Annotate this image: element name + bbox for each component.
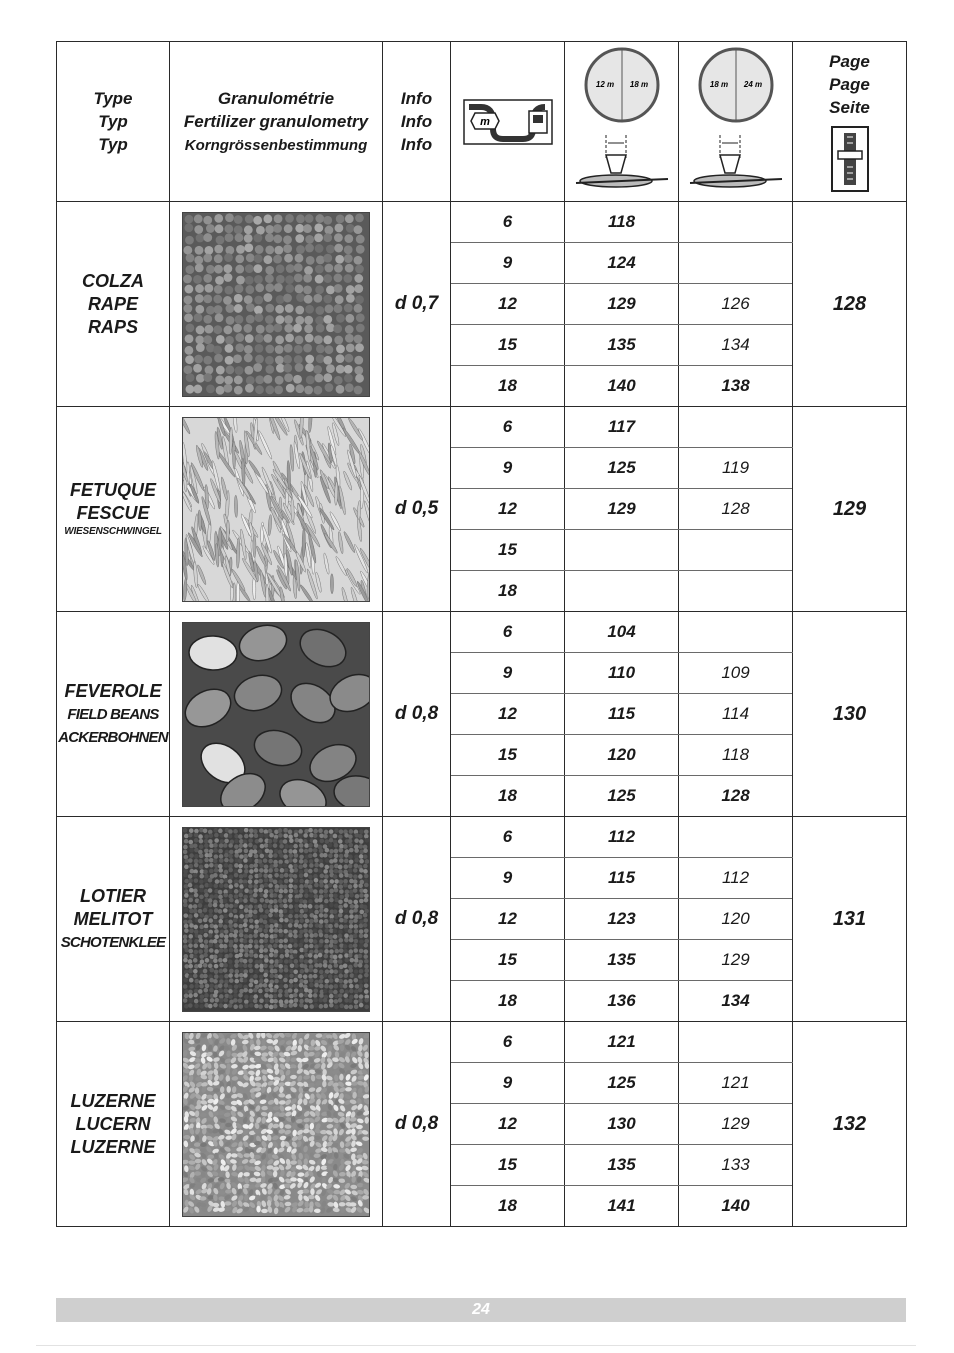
page-reference: 131 bbox=[793, 817, 907, 1022]
setting-12-18-cell: 140 bbox=[565, 366, 679, 407]
header-info-2: Info bbox=[400, 112, 433, 131]
working-width-cell: 18 bbox=[451, 571, 565, 612]
setting-12-18-cell: 117 bbox=[565, 407, 679, 448]
working-width-cell: 9 bbox=[451, 1063, 565, 1104]
setting-18-24-cell: 138 bbox=[679, 366, 793, 407]
working-width-cell: 18 bbox=[451, 981, 565, 1022]
type-name: LUZERNE bbox=[70, 1136, 156, 1157]
working-width-cell: 12 bbox=[451, 694, 565, 735]
granulometry-image-cell bbox=[170, 612, 383, 817]
granulometry-image-cell bbox=[170, 407, 383, 612]
spreader-disc-12-18-icon bbox=[572, 47, 672, 197]
seed-photo-3 bbox=[182, 622, 370, 807]
type-name: SCHOTENKLEE bbox=[60, 933, 166, 951]
setting-12-18-cell: 141 bbox=[565, 1186, 679, 1227]
setting-18-24-cell: 133 bbox=[679, 1145, 793, 1186]
setting-12-18-cell: 125 bbox=[565, 1063, 679, 1104]
header-page bbox=[793, 42, 907, 202]
working-width-cell: 12 bbox=[451, 1104, 565, 1145]
setting-18-24-cell: 121 bbox=[679, 1063, 793, 1104]
setting-18-24-cell: 119 bbox=[679, 448, 793, 489]
working-width-cell: 6 bbox=[451, 612, 565, 653]
type-name: LOTIER bbox=[80, 885, 146, 906]
working-width-cell: 12 bbox=[451, 899, 565, 940]
working-width-cell: 15 bbox=[451, 940, 565, 981]
page-reference: 128 bbox=[793, 202, 907, 407]
page-number-bar bbox=[56, 1298, 906, 1322]
type-cell bbox=[57, 1022, 170, 1227]
type-cell bbox=[57, 202, 170, 407]
working-width-cell: 15 bbox=[451, 1145, 565, 1186]
type-name: RAPS bbox=[87, 316, 138, 337]
type-name: FETUQUE bbox=[69, 480, 156, 500]
setting-12-18-cell: 115 bbox=[565, 858, 679, 899]
page-gauge-icon bbox=[830, 125, 870, 193]
setting-18-24-cell bbox=[679, 530, 793, 571]
header-granulometry-fr: Granulométrie bbox=[217, 88, 335, 108]
disc-a-left-label: 12 m bbox=[595, 79, 614, 89]
setting-18-24-cell: 128 bbox=[679, 776, 793, 817]
table-row bbox=[57, 407, 907, 448]
setting-18-24-cell: 126 bbox=[679, 284, 793, 325]
setting-18-24-cell: 128 bbox=[679, 489, 793, 530]
header-granulometry-de: Korngrössenbestimmung bbox=[184, 136, 368, 154]
setting-18-24-cell: 134 bbox=[679, 981, 793, 1022]
page-number: 24 bbox=[472, 1301, 490, 1318]
setting-12-18-cell: 120 bbox=[565, 735, 679, 776]
setting-18-24-cell: 129 bbox=[679, 940, 793, 981]
setting-12-18-cell: 135 bbox=[565, 940, 679, 981]
header-disc-b bbox=[679, 42, 793, 202]
setting-18-24-cell bbox=[679, 202, 793, 243]
header-row bbox=[57, 42, 907, 202]
header-type bbox=[57, 42, 170, 202]
setting-12-18-cell: 110 bbox=[565, 653, 679, 694]
setting-18-24-cell bbox=[679, 407, 793, 448]
bottom-divider bbox=[36, 1345, 916, 1346]
working-width-cell: 6 bbox=[451, 407, 565, 448]
info-value: d 0,7 bbox=[383, 202, 451, 407]
table-row bbox=[57, 1022, 907, 1063]
setting-12-18-cell: 118 bbox=[565, 202, 679, 243]
setting-12-18-cell: 129 bbox=[565, 489, 679, 530]
working-width-cell: 12 bbox=[451, 284, 565, 325]
machine-width-icon bbox=[463, 99, 553, 145]
type-name: WIESENSCHWINGEL bbox=[64, 526, 162, 537]
setting-12-18-cell: 124 bbox=[565, 243, 679, 284]
setting-18-24-cell: 114 bbox=[679, 694, 793, 735]
working-width-cell: 18 bbox=[451, 366, 565, 407]
setting-18-24-cell bbox=[679, 817, 793, 858]
table-row bbox=[57, 817, 907, 858]
page-reference: 129 bbox=[793, 407, 907, 612]
setting-12-18-cell: 115 bbox=[565, 694, 679, 735]
setting-18-24-cell: 140 bbox=[679, 1186, 793, 1227]
type-name: FESCUE bbox=[76, 503, 150, 523]
header-granulometry-en: Fertilizer granulometry bbox=[183, 111, 369, 131]
setting-18-24-cell bbox=[679, 1022, 793, 1063]
setting-18-24-cell: 112 bbox=[679, 858, 793, 899]
setting-12-18-cell: 135 bbox=[565, 325, 679, 366]
setting-12-18-cell: 125 bbox=[565, 776, 679, 817]
setting-18-24-cell: 134 bbox=[679, 325, 793, 366]
setting-12-18-cell: 129 bbox=[565, 284, 679, 325]
type-cell bbox=[57, 407, 170, 612]
info-value: d 0,5 bbox=[383, 407, 451, 612]
table-body bbox=[57, 202, 907, 1227]
setting-18-24-cell: 120 bbox=[679, 899, 793, 940]
setting-12-18-cell: 130 bbox=[565, 1104, 679, 1145]
setting-18-24-cell: 109 bbox=[679, 653, 793, 694]
page-reference: 130 bbox=[793, 612, 907, 817]
type-cell bbox=[57, 817, 170, 1022]
type-name: ACKERBOHNEN bbox=[58, 728, 168, 746]
setting-12-18-cell bbox=[565, 571, 679, 612]
granulometry-image-cell bbox=[170, 202, 383, 407]
working-width-cell: 6 bbox=[451, 1022, 565, 1063]
type-name: FEVEROLE bbox=[64, 680, 162, 701]
granulometry-image-cell bbox=[170, 817, 383, 1022]
disc-b-left-label: 18 m bbox=[709, 79, 728, 89]
header-type-de: Typ bbox=[98, 135, 128, 154]
header-granulometry bbox=[170, 42, 383, 202]
disc-a-right-label: 18 m bbox=[629, 79, 648, 89]
header-type-fr: Type bbox=[93, 89, 133, 108]
svg-text:m: m bbox=[479, 115, 490, 128]
setting-18-24-cell: 129 bbox=[679, 1104, 793, 1145]
setting-12-18-cell: 112 bbox=[565, 817, 679, 858]
working-width-cell: 15 bbox=[451, 325, 565, 366]
setting-18-24-cell bbox=[679, 612, 793, 653]
seed-photo-5 bbox=[182, 1032, 370, 1217]
header-info bbox=[383, 42, 451, 202]
spread-chart-table bbox=[56, 41, 906, 1251]
header-disc-a bbox=[565, 42, 679, 202]
header-page-en: Page bbox=[829, 75, 870, 94]
setting-12-18-cell: 136 bbox=[565, 981, 679, 1022]
page-reference: 132 bbox=[793, 1022, 907, 1227]
setting-18-24-cell bbox=[679, 571, 793, 612]
spreader-disc-18-24-icon bbox=[686, 47, 786, 197]
setting-12-18-cell: 104 bbox=[565, 612, 679, 653]
type-name: MELITOT bbox=[73, 908, 153, 929]
type-name: LUZERNE bbox=[70, 1090, 156, 1111]
type-name: COLZA bbox=[82, 270, 144, 291]
working-width-cell: 18 bbox=[451, 1186, 565, 1227]
type-name: LUCERN bbox=[75, 1113, 151, 1134]
type-cell bbox=[57, 612, 170, 817]
info-value: d 0,8 bbox=[383, 1022, 451, 1227]
seed-photo-2 bbox=[182, 417, 370, 602]
info-value: d 0,8 bbox=[383, 612, 451, 817]
header-page-de: Seite bbox=[829, 98, 870, 117]
setting-12-18-cell: 121 bbox=[565, 1022, 679, 1063]
header-info-1: Info bbox=[400, 89, 433, 108]
header-page-fr: Page bbox=[829, 52, 870, 71]
working-width-cell: 12 bbox=[451, 489, 565, 530]
working-width-cell: 18 bbox=[451, 776, 565, 817]
working-width-cell: 6 bbox=[451, 817, 565, 858]
working-width-cell: 15 bbox=[451, 530, 565, 571]
seed-table bbox=[56, 41, 907, 1227]
setting-12-18-cell bbox=[565, 530, 679, 571]
granulometry-image-cell bbox=[170, 1022, 383, 1227]
working-width-cell: 9 bbox=[451, 448, 565, 489]
type-name: FIELD BEANS bbox=[67, 705, 159, 723]
working-width-cell: 15 bbox=[451, 735, 565, 776]
type-name: RAPE bbox=[87, 293, 138, 314]
seed-photo-4 bbox=[182, 827, 370, 1012]
header-type-en: Typ bbox=[98, 112, 128, 131]
working-width-cell: 9 bbox=[451, 243, 565, 284]
header-info-3: Info bbox=[400, 135, 433, 154]
table-row bbox=[57, 202, 907, 243]
setting-18-24-cell bbox=[679, 243, 793, 284]
setting-12-18-cell: 135 bbox=[565, 1145, 679, 1186]
info-value: d 0,8 bbox=[383, 817, 451, 1022]
disc-b-right-label: 24 m bbox=[743, 79, 762, 89]
table-row bbox=[57, 612, 907, 653]
seed-photo-1 bbox=[182, 212, 370, 397]
setting-12-18-cell: 123 bbox=[565, 899, 679, 940]
working-width-cell: 9 bbox=[451, 653, 565, 694]
working-width-cell: 9 bbox=[451, 858, 565, 899]
working-width-cell: 6 bbox=[451, 202, 565, 243]
header-machine bbox=[451, 42, 565, 202]
setting-18-24-cell: 118 bbox=[679, 735, 793, 776]
setting-12-18-cell: 125 bbox=[565, 448, 679, 489]
